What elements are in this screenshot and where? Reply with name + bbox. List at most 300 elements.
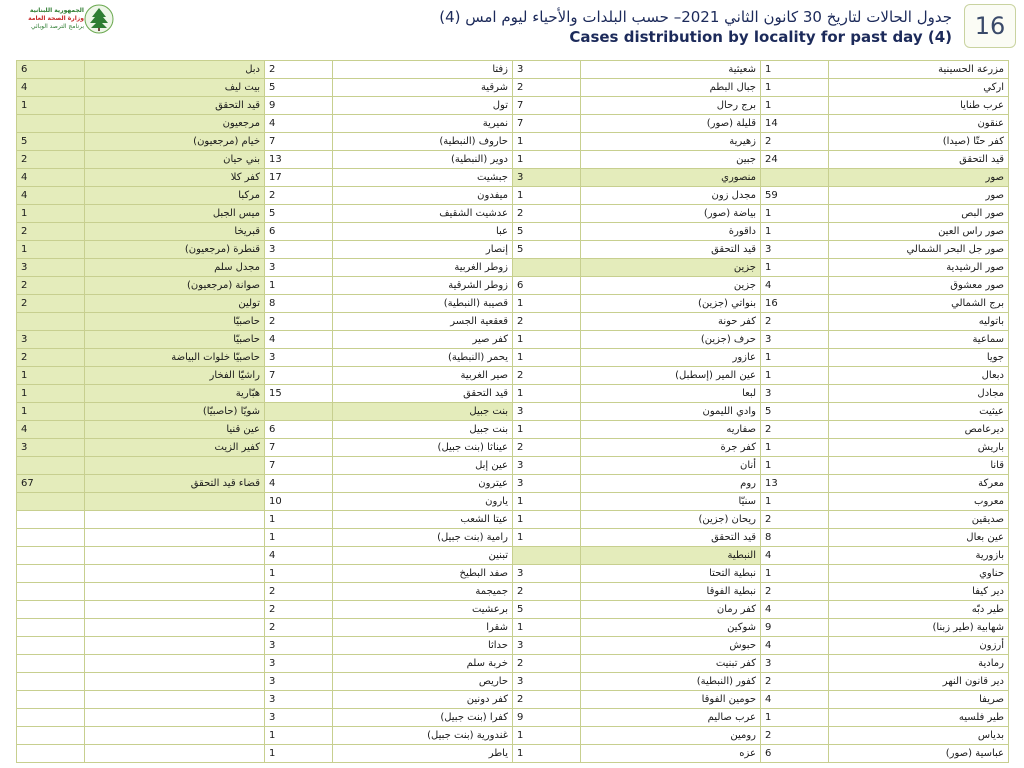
table-row: [17, 691, 1009, 709]
locality-name: برج الشمالي: [829, 295, 1009, 313]
locality-name: دبعال: [829, 367, 1009, 385]
case-count: 2: [513, 691, 581, 709]
case-count: 2: [17, 295, 85, 313]
locality-name: صور معشوق: [829, 277, 1009, 295]
cedar-emblem-icon: [84, 4, 114, 34]
case-count: 1: [761, 61, 829, 79]
locality-name: [85, 583, 265, 601]
locality-name: [85, 709, 265, 727]
case-count: 1: [513, 421, 581, 439]
case-count: [17, 745, 85, 763]
case-count: 1: [265, 727, 333, 745]
case-count: 3: [513, 61, 581, 79]
locality-name: قيد التحقق: [581, 241, 761, 259]
table-row: [17, 673, 1009, 691]
case-count: 3: [265, 241, 333, 259]
case-count: [17, 565, 85, 583]
locality-name: يحمر (النبطية): [333, 349, 513, 367]
case-count: 3: [761, 241, 829, 259]
locality-name: نميرية: [333, 115, 513, 133]
table-row: [17, 205, 1009, 223]
locality-name: كفر كلا: [85, 169, 265, 187]
case-count: [17, 709, 85, 727]
locality-name: عنقون: [829, 115, 1009, 133]
case-count: 2: [761, 421, 829, 439]
locality-name: أرزون: [829, 637, 1009, 655]
case-count: 4: [265, 547, 333, 565]
locality-name: صديقين: [829, 511, 1009, 529]
case-count: 2: [513, 655, 581, 673]
locality-name: ياطر: [333, 745, 513, 763]
locality-name: [85, 601, 265, 619]
case-count: 8: [265, 295, 333, 313]
locality-name: عدشيت الشقيف: [333, 205, 513, 223]
locality-name: دير كيفا: [829, 583, 1009, 601]
case-count: 1: [513, 349, 581, 367]
locality-name: مرجعيون: [85, 115, 265, 133]
case-count: 2: [17, 151, 85, 169]
locality-name: صور راس العين: [829, 223, 1009, 241]
locality-name: جويا: [829, 349, 1009, 367]
locality-name: قيد التحقق: [581, 529, 761, 547]
case-count: 1: [761, 349, 829, 367]
case-count: 3: [513, 565, 581, 583]
table-row: [17, 241, 1009, 259]
table-row: [17, 187, 1009, 205]
table-row: [17, 529, 1009, 547]
case-count: 5: [513, 241, 581, 259]
case-count: 9: [265, 97, 333, 115]
locality-name: عباسية (صور): [829, 745, 1009, 763]
locality-name: ديرعامص: [829, 421, 1009, 439]
case-count: 13: [761, 475, 829, 493]
locality-name: صير الغربية: [333, 367, 513, 385]
locality-name: لبعا: [581, 385, 761, 403]
case-count: [17, 115, 85, 133]
table-row: [17, 61, 1009, 79]
table-row: [17, 403, 1009, 421]
locality-name: عين قنيا: [85, 421, 265, 439]
table-row: [17, 259, 1009, 277]
case-count: [17, 691, 85, 709]
locality-name: معروب: [829, 493, 1009, 511]
case-count: 2: [761, 313, 829, 331]
case-count: 2: [265, 601, 333, 619]
locality-name: بنت جبيل: [333, 421, 513, 439]
case-count: 3: [265, 637, 333, 655]
locality-name: شويّا (حاصبيّا): [85, 403, 265, 421]
case-count: 1: [513, 295, 581, 313]
case-count: 1: [17, 97, 85, 115]
locality-name: رومين: [581, 727, 761, 745]
locality-name: [85, 673, 265, 691]
case-count: 3: [761, 655, 829, 673]
case-count: 2: [513, 439, 581, 457]
locality-name: غندورية (بنت جبيل): [333, 727, 513, 745]
page-number-badge: [964, 4, 1016, 48]
ministry-logo: [8, 4, 116, 44]
case-count: [761, 169, 829, 187]
locality-name: بني حيان: [85, 151, 265, 169]
table-row: [17, 385, 1009, 403]
locality-name: ميس الجبل: [85, 205, 265, 223]
case-count: 15: [265, 385, 333, 403]
table-row: [17, 331, 1009, 349]
locality-name: بازورية: [829, 547, 1009, 565]
case-count: 7: [265, 457, 333, 475]
locality-name: عيترون: [333, 475, 513, 493]
case-count: 1: [513, 745, 581, 763]
table-row: [17, 151, 1009, 169]
locality-name: عين بعال: [829, 529, 1009, 547]
locality-name: شهابية (طير زبنا): [829, 619, 1009, 637]
case-count: 4: [265, 475, 333, 493]
table-row: [17, 367, 1009, 385]
locality-name: راشيّا الفخار: [85, 367, 265, 385]
case-count: [17, 493, 85, 511]
case-count: [265, 403, 333, 421]
locality-name: قيد التحقق: [85, 97, 265, 115]
case-count: [17, 637, 85, 655]
logo-text: [10, 7, 84, 31]
locality-name: [85, 655, 265, 673]
locality-name: حاصبيّا: [85, 313, 265, 331]
locality-name: تبنين: [333, 547, 513, 565]
table-row: [17, 97, 1009, 115]
case-count: 4: [761, 601, 829, 619]
locality-name: جزين: [581, 277, 761, 295]
locality-name: [85, 493, 265, 511]
case-count: 1: [761, 97, 829, 115]
case-count: 16: [761, 295, 829, 313]
locality-name: خيام (مرجعيون): [85, 133, 265, 151]
case-count: 2: [265, 61, 333, 79]
logo-line-1: الجمهورية اللبنانية: [29, 7, 84, 14]
locality-name: اركي: [829, 79, 1009, 97]
case-count: 2: [513, 205, 581, 223]
case-count: 3: [17, 331, 85, 349]
locality-name: [85, 565, 265, 583]
locality-name: رامية (بنت جبيل): [333, 529, 513, 547]
locality-name: قنطرة (مرجعيون): [85, 241, 265, 259]
case-count: 4: [265, 331, 333, 349]
locality-name: خربة سلم: [333, 655, 513, 673]
locality-name: مجادل: [829, 385, 1009, 403]
case-count: 2: [513, 313, 581, 331]
case-count: 6: [265, 421, 333, 439]
table-row: [17, 295, 1009, 313]
table-row: [17, 709, 1009, 727]
case-count: 2: [265, 619, 333, 637]
case-count: 2: [17, 349, 85, 367]
locality-name: طير فلسيه: [829, 709, 1009, 727]
table-row: [17, 511, 1009, 529]
case-count: 2: [513, 367, 581, 385]
case-count: 5: [265, 79, 333, 97]
locality-name: قيد التحقق: [829, 151, 1009, 169]
case-count: 2: [761, 133, 829, 151]
locality-name: شعيثية: [581, 61, 761, 79]
locality-name: زوطر الغربية: [333, 259, 513, 277]
title-arabic: جدول الحالات لتاريخ 30 كانون الثاني 2021– حسب البلدات والأحياء ليوم امس (4): [439, 8, 952, 26]
table-row: [17, 619, 1009, 637]
locality-name: صفاريه: [581, 421, 761, 439]
case-count: 1: [761, 493, 829, 511]
locality-name: جبين: [581, 151, 761, 169]
case-count: 3: [265, 709, 333, 727]
locality-name: [85, 619, 265, 637]
locality-name: حاصبيّا: [85, 331, 265, 349]
case-count: 7: [265, 133, 333, 151]
locality-name: حاروف (النبطية): [333, 133, 513, 151]
locality-name: مجدل سلم: [85, 259, 265, 277]
case-count: [17, 583, 85, 601]
case-count: 2: [17, 277, 85, 295]
locality-name: عيتا الشعب: [333, 511, 513, 529]
locality-name: قليلة (صور): [581, 115, 761, 133]
case-count: 13: [265, 151, 333, 169]
case-count: 3: [513, 403, 581, 421]
locality-name: برعشيت: [333, 601, 513, 619]
case-count: 1: [761, 205, 829, 223]
case-count: 1: [513, 331, 581, 349]
locality-name: شوكين: [581, 619, 761, 637]
locality-name: حبوش: [581, 637, 761, 655]
table-row: [17, 457, 1009, 475]
locality-name: عين إبل: [333, 457, 513, 475]
case-count: 3: [513, 169, 581, 187]
case-count: 5: [761, 403, 829, 421]
locality-name: تولين: [85, 295, 265, 313]
case-count: 4: [265, 115, 333, 133]
locality-name: [85, 637, 265, 655]
locality-name: عين المير (إسطبل): [581, 367, 761, 385]
title-english: Cases distribution by locality for past day (4): [569, 28, 952, 46]
table-row: [17, 493, 1009, 511]
case-count: 7: [265, 439, 333, 457]
case-count: 2: [761, 673, 829, 691]
locality-name: قيد التحقق: [333, 385, 513, 403]
case-count: 2: [761, 511, 829, 529]
locality-name: بيت ليف: [85, 79, 265, 97]
table-row: [17, 439, 1009, 457]
case-count: 1: [761, 79, 829, 97]
locality-name: كفر حتّا (صيدا): [829, 133, 1009, 151]
case-count: 3: [265, 691, 333, 709]
case-count: 1: [761, 259, 829, 277]
locality-name: صور: [829, 169, 1009, 187]
locality-name: عيناثا (بنت جبيل): [333, 439, 513, 457]
page-title: [392, 7, 952, 47]
case-count: 2: [513, 583, 581, 601]
case-count: 1: [265, 565, 333, 583]
case-count: 9: [761, 619, 829, 637]
case-count: [17, 655, 85, 673]
locality-name: كفور (النبطية): [581, 673, 761, 691]
cases-table: [16, 60, 1009, 763]
locality-name: مجدل زون: [581, 187, 761, 205]
case-count: 3: [513, 637, 581, 655]
case-count: 1: [761, 565, 829, 583]
case-count: 5: [513, 601, 581, 619]
locality-name: [85, 727, 265, 745]
locality-name: شرقية: [333, 79, 513, 97]
case-count: 7: [265, 367, 333, 385]
case-count: 4: [17, 169, 85, 187]
locality-name: عبا: [333, 223, 513, 241]
case-count: 1: [761, 457, 829, 475]
table-row: [17, 727, 1009, 745]
case-count: 1: [17, 205, 85, 223]
locality-name: بياضة (صور): [581, 205, 761, 223]
case-count: 2: [513, 79, 581, 97]
case-count: 1: [513, 385, 581, 403]
locality-name: بنت جبيل: [333, 403, 513, 421]
locality-name: عزه: [581, 745, 761, 763]
case-count: 14: [761, 115, 829, 133]
case-count: 24: [761, 151, 829, 169]
case-count: 1: [513, 529, 581, 547]
case-count: 1: [513, 151, 581, 169]
locality-name: عرب صاليم: [581, 709, 761, 727]
case-count: 4: [761, 547, 829, 565]
table-row: [17, 655, 1009, 673]
case-count: 1: [265, 277, 333, 295]
case-count: 1: [17, 367, 85, 385]
locality-name: دوير (النبطية): [333, 151, 513, 169]
locality-name: كفر دونين: [333, 691, 513, 709]
case-count: [17, 511, 85, 529]
locality-name: صور: [829, 187, 1009, 205]
table-row: [17, 313, 1009, 331]
case-count: 1: [761, 223, 829, 241]
case-count: 67: [17, 475, 85, 493]
case-count: 1: [265, 511, 333, 529]
case-count: [513, 259, 581, 277]
locality-name: صور جل البحر الشمالي: [829, 241, 1009, 259]
locality-name: قضاء قيد التحقق: [85, 475, 265, 493]
case-count: 1: [265, 529, 333, 547]
case-count: 3: [265, 349, 333, 367]
locality-name: حرف (جزين): [581, 331, 761, 349]
case-count: 2: [17, 223, 85, 241]
case-count: 3: [265, 259, 333, 277]
locality-name: مزرعة الحسينية: [829, 61, 1009, 79]
locality-name: صفد البطيخ: [333, 565, 513, 583]
case-count: 59: [761, 187, 829, 205]
case-count: [17, 547, 85, 565]
locality-name: عيثيت: [829, 403, 1009, 421]
locality-name: باتوليه: [829, 313, 1009, 331]
case-count: 2: [265, 583, 333, 601]
locality-name: قبريخا: [85, 223, 265, 241]
locality-name: [85, 529, 265, 547]
case-count: 3: [265, 673, 333, 691]
locality-name: كفر رمان: [581, 601, 761, 619]
case-count: 4: [17, 421, 85, 439]
case-count: [17, 727, 85, 745]
page-number: 16: [974, 12, 1006, 40]
table-row: [17, 115, 1009, 133]
case-count: 5: [513, 223, 581, 241]
locality-name: منصوري: [581, 169, 761, 187]
locality-name: نبطية الفوقا: [581, 583, 761, 601]
logo-line-2: وزارة الصحة العامة: [28, 15, 84, 22]
locality-name: جزين: [581, 259, 761, 277]
case-count: 2: [761, 583, 829, 601]
locality-name: قعقعية الجسر: [333, 313, 513, 331]
locality-name: رمادية: [829, 655, 1009, 673]
table-row: [17, 565, 1009, 583]
case-count: 7: [513, 115, 581, 133]
case-count: 1: [513, 133, 581, 151]
case-count: 1: [761, 439, 829, 457]
locality-name: جميجمة: [333, 583, 513, 601]
locality-name: تول: [333, 97, 513, 115]
case-count: 1: [513, 619, 581, 637]
case-count: 17: [265, 169, 333, 187]
table-row: [17, 79, 1009, 97]
table-row: [17, 547, 1009, 565]
locality-name: يارون: [333, 493, 513, 511]
case-count: 1: [17, 403, 85, 421]
case-count: [17, 601, 85, 619]
case-count: 6: [513, 277, 581, 295]
case-count: 1: [513, 727, 581, 745]
table-row: [17, 601, 1009, 619]
case-count: 6: [265, 223, 333, 241]
case-count: 4: [761, 691, 829, 709]
logo-line-3: برنامج الترصد الوبائي: [30, 23, 84, 30]
locality-name: بنواتي (جزين): [581, 295, 761, 313]
case-count: [17, 619, 85, 637]
case-count: 2: [265, 187, 333, 205]
locality-name: نبطية التحتا: [581, 565, 761, 583]
case-count: 3: [17, 259, 85, 277]
table-row: [17, 421, 1009, 439]
locality-name: [85, 511, 265, 529]
table-row: [17, 349, 1009, 367]
case-count: 10: [265, 493, 333, 511]
locality-name: كفير الزيت: [85, 439, 265, 457]
locality-name: عرب طنايا: [829, 97, 1009, 115]
locality-name: دبل: [85, 61, 265, 79]
case-count: 2: [265, 313, 333, 331]
table-row: [17, 277, 1009, 295]
case-count: 3: [265, 655, 333, 673]
locality-name: [85, 691, 265, 709]
locality-name: قانا: [829, 457, 1009, 475]
locality-name: باريش: [829, 439, 1009, 457]
table-row: [17, 133, 1009, 151]
locality-name: مركبا: [85, 187, 265, 205]
locality-name: كفر صير: [333, 331, 513, 349]
locality-name: جبشيت: [333, 169, 513, 187]
case-count: 5: [265, 205, 333, 223]
locality-name: صوانة (مرجعيون): [85, 277, 265, 295]
table-row: [17, 745, 1009, 763]
case-count: 8: [761, 529, 829, 547]
case-count: 1: [513, 511, 581, 529]
case-count: 1: [513, 187, 581, 205]
case-count: 7: [513, 97, 581, 115]
table-row: [17, 475, 1009, 493]
locality-name: بدياس: [829, 727, 1009, 745]
locality-name: دير قانون النهر: [829, 673, 1009, 691]
case-count: [513, 547, 581, 565]
case-count: 3: [513, 475, 581, 493]
case-count: 4: [17, 79, 85, 97]
